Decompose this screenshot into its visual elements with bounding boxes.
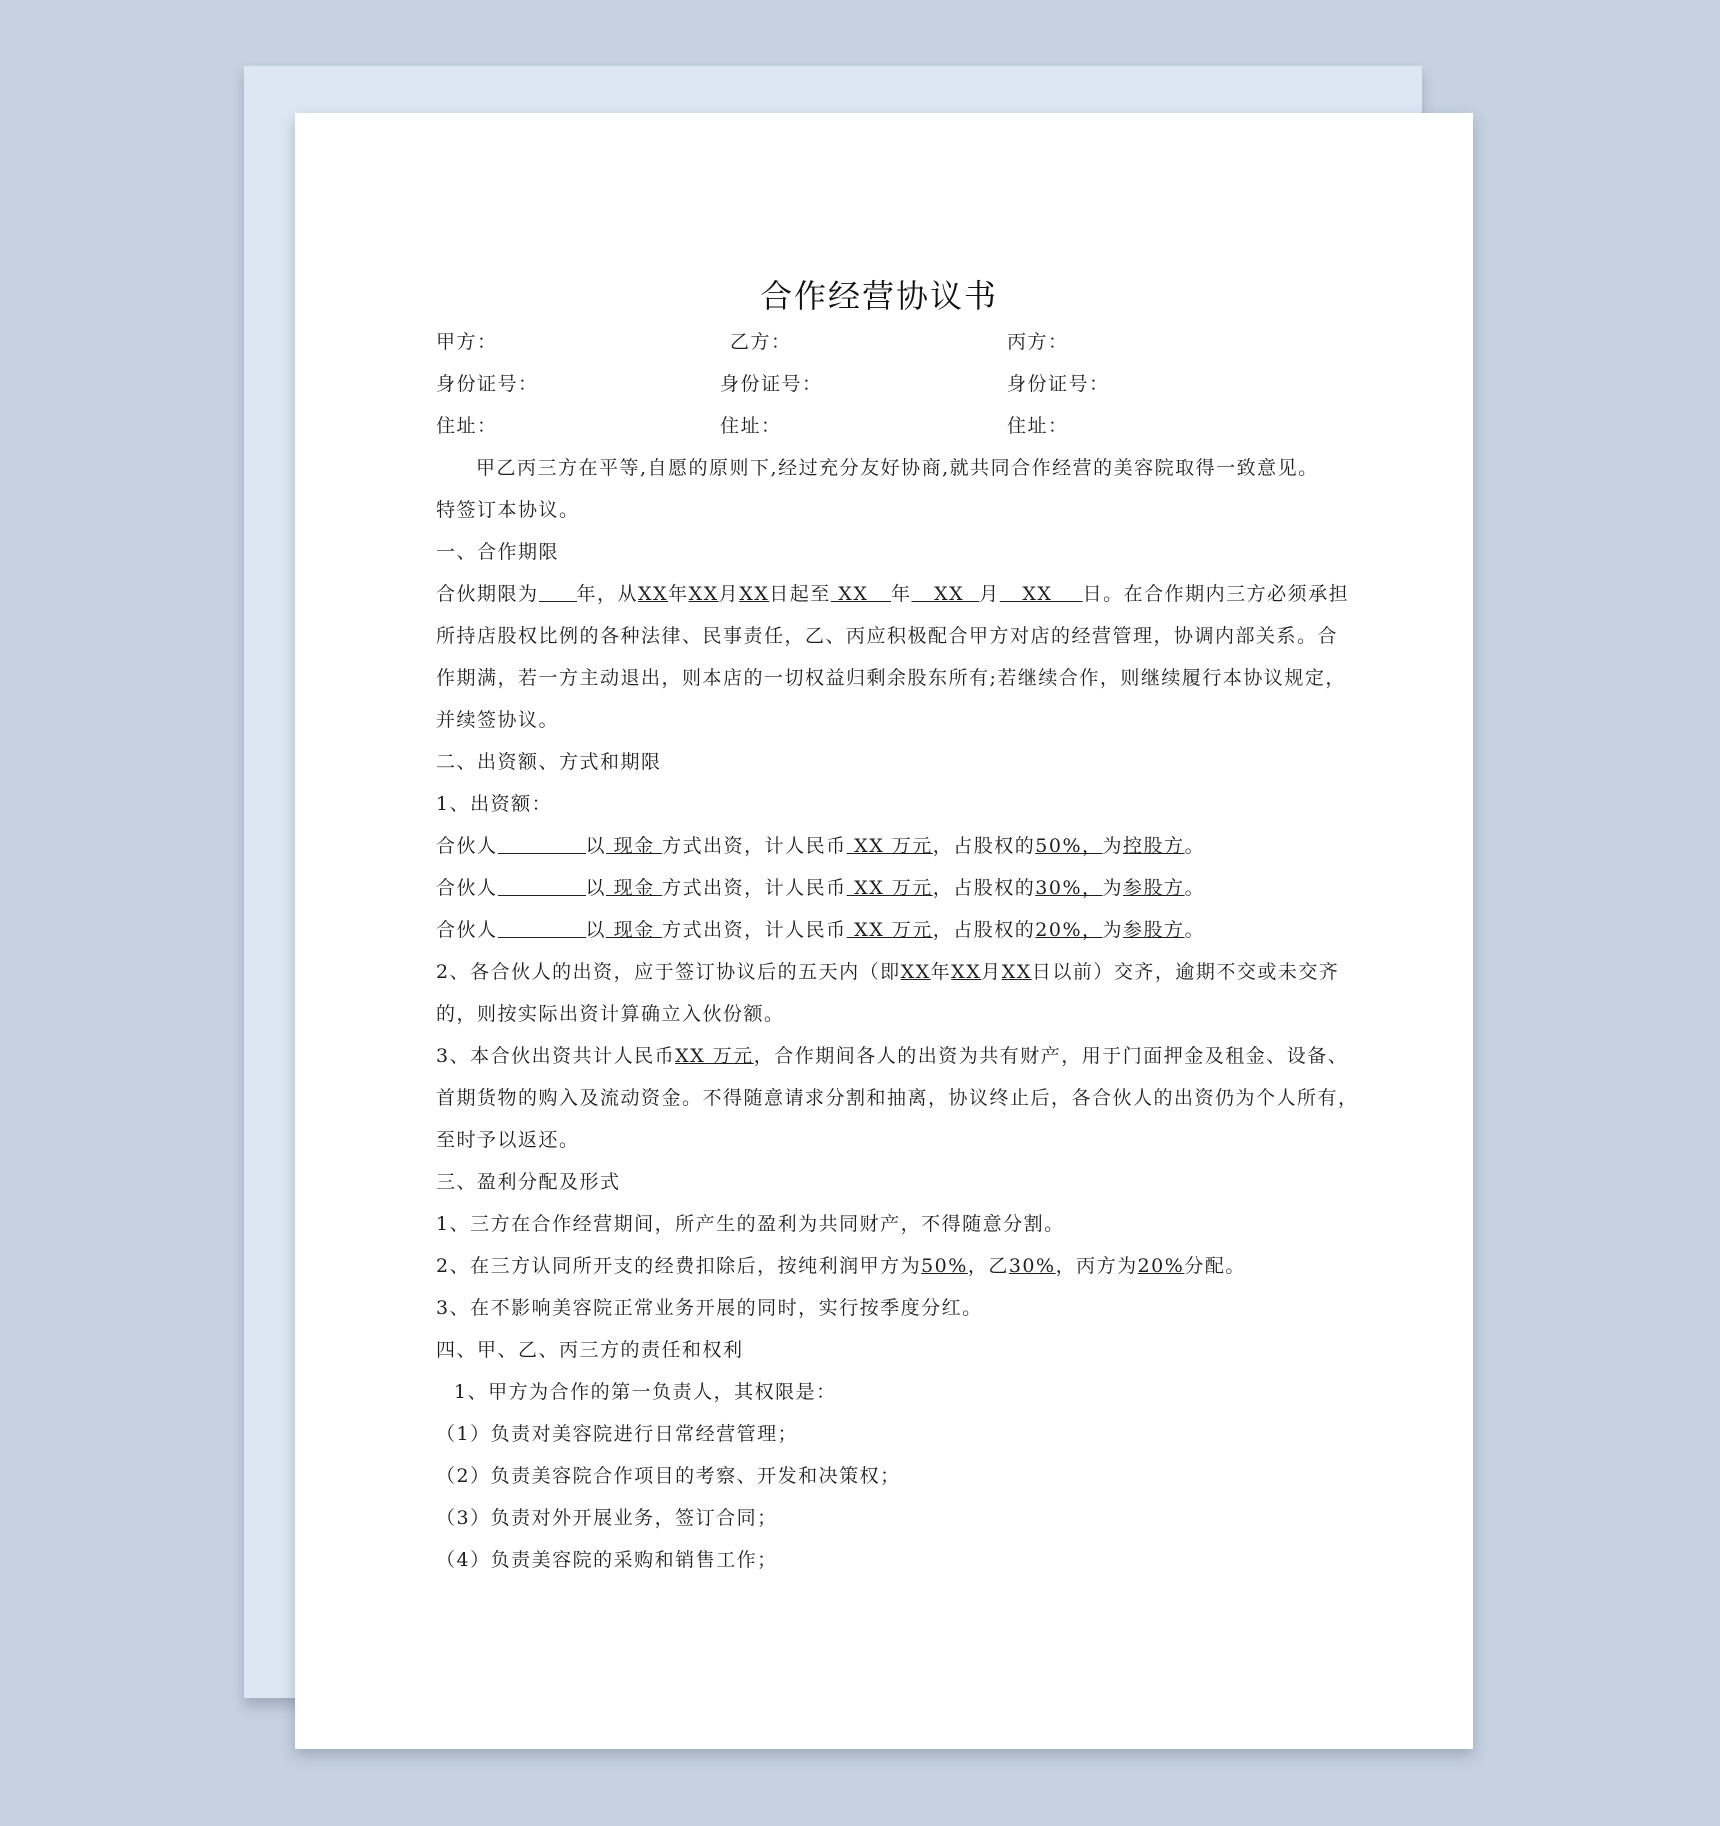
term-clause-line-4: 并续签协议。 xyxy=(436,709,560,731)
duty-sub-item: （3）负责对外开展业务，签订合同； xyxy=(436,1507,778,1529)
party-a-address-label: 住址： xyxy=(436,415,498,437)
intro-paragraph-cont: 特签订本协议。 xyxy=(436,499,580,521)
partner-row: 合伙人 以 现金 方式出资，计人民币 XX 万元，占股权的20%，为参股方。 xyxy=(436,919,1206,941)
term-years-blank xyxy=(539,581,577,602)
party-a-label: 甲方： xyxy=(436,331,498,353)
document-title: 合作经营协议书 xyxy=(759,277,998,315)
term-clause: 合伙期限为 年，从XX年XX月XX日起至 XX 年 XX 月 XX 日。在合作期内三方必须承担 xyxy=(436,583,1350,605)
capital-item-3-line-2: 首期货物的购入及流动资金。不得随意请求分割和抽离，协议终止后，各合伙人的出资仍为个人所有， xyxy=(436,1087,1359,1109)
intro-paragraph: 甲乙丙三方在平等,自愿的原则下,经过充分友好协商,就共同合作经营的美容院取得一致意见。 xyxy=(476,457,1319,479)
partner-name-blank xyxy=(498,917,586,938)
profit-item-2: 2、在三方认同所开支的经费扣除后，按纯利润甲方为50%，乙30%，丙方为20%分配。 xyxy=(436,1255,1246,1277)
section-3-heading: 三、盈利分配及形式 xyxy=(436,1171,621,1193)
party-b-id-label: 身份证号： xyxy=(720,373,823,395)
partner-name-blank xyxy=(498,875,586,896)
partner-row: 合伙人 以 现金 方式出资，计人民币 XX 万元，占股权的50%，为控股方。 xyxy=(436,835,1206,857)
party-b-address-label: 住址： xyxy=(720,415,782,437)
section-4-heading: 四、甲、乙、丙三方的责任和权利 xyxy=(436,1339,744,1361)
capital-item-2: 2、各合伙人的出资，应于签订协议后的五天内（即XX年XX月XX日以前）交齐，逾期不交或未交齐 xyxy=(436,961,1340,983)
party-b-label: 乙方： xyxy=(730,331,792,353)
partner-name-blank xyxy=(498,833,586,854)
duty-sub-item: （2）负责美容院合作项目的考察、开发和决策权； xyxy=(436,1465,901,1487)
party-id-row xyxy=(436,369,1336,399)
party-address-row xyxy=(436,411,1336,441)
partner-row: 合伙人 以 现金 方式出资，计人民币 XX 万元，占股权的30%，为参股方。 xyxy=(436,877,1206,899)
document-page xyxy=(295,113,1473,1749)
capital-item-1: 1、出资额： xyxy=(436,793,553,815)
duty-sub-item: （1）负责对美容院进行日常经营管理； xyxy=(436,1423,799,1445)
capital-item-3: 3、本合伙出资共计人民币XX 万元，合作期间各人的出资为共有财产，用于门面押金及租金、设备、 xyxy=(436,1045,1349,1067)
party-c-label: 丙方： xyxy=(1007,331,1069,353)
capital-item-2-cont: 的，则按实际出资计算确立入伙份额。 xyxy=(436,1003,785,1025)
term-clause-line-2: 所持店股权比例的各种法律、民事责任，乙、丙应积极配合甲方对店的经营管理，协调内部关系。合 xyxy=(436,625,1339,647)
party-names-row xyxy=(436,327,1336,357)
party-a-id-label: 身份证号： xyxy=(436,373,539,395)
capital-item-3-line-3: 至时予以返还。 xyxy=(436,1129,580,1151)
section-2-heading: 二、出资额、方式和期限 xyxy=(436,751,662,773)
profit-item-3: 3、在不影响美容院正常业务开展的同时，实行按季度分红。 xyxy=(436,1297,983,1319)
section-1-heading: 一、合作期限 xyxy=(436,541,560,563)
profit-item-1: 1、三方在合作经营期间，所产生的盈利为共同财产，不得随意分割。 xyxy=(436,1213,1065,1235)
term-clause-line-3: 作期满，若一方主动退出，则本店的一切权益归剩余股东所有;若继续合作，则继续履行本协议规定， xyxy=(436,667,1346,689)
party-c-address-label: 住址： xyxy=(1007,415,1069,437)
party-c-id-label: 身份证号： xyxy=(1007,373,1110,395)
duty-sub-item: （4）负责美容院的采购和销售工作； xyxy=(436,1549,778,1571)
duty-item-1: 1、甲方为合作的第一负责人，其权限是： xyxy=(454,1381,837,1403)
